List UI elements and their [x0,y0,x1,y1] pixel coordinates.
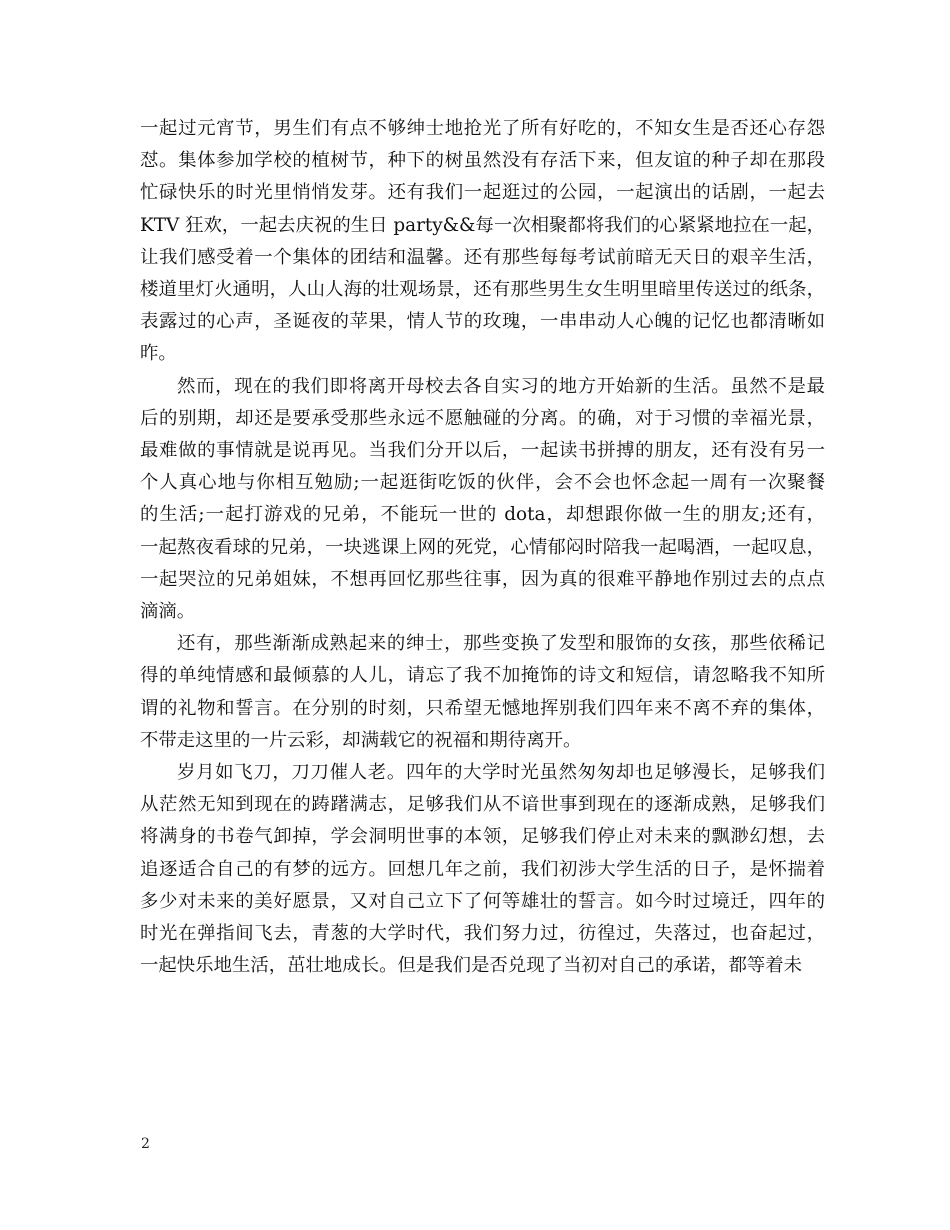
text-line: 让我们感受着一个集体的团结和温馨。还有那些每每考试前暗无天日的艰辛生活， [140,246,825,268]
text-line: 怼。集体参加学校的植树节，种下的树虽然没有存活下来，但友谊的种子却在那段 [140,150,825,172]
text-line: 多少对未来的美好愿景，又对自己立下了何等雄壮的誓言。如今时过境迁，四年的 [140,890,825,912]
text-line: 一起哭泣的兄弟姐妹，不想再回忆那些往事，因为真的很难平静地作别过去的点点 [140,568,825,590]
text-line: 最难做的事情就是说再见。当我们分开以后，一起读书拼搏的朋友，还有没有另一 [140,440,825,462]
text-line: 一起快乐地生活，茁壮地成长。但是我们是否兑现了当初对自己的承诺，都等着未 [140,955,803,977]
paragraph [140,371,825,629]
text-line: 滴滴。 [140,601,196,623]
text-line: 后的别期，却还是要承受那些永远不愿触碰的分离。的确，对于习惯的幸福光景， [140,407,825,429]
text-line: 一起过元宵节，男生们有点不够绅士地抢光了所有好吃的，不知女生是否还心存怨 [140,118,825,139]
text-line: 昨。 [140,343,177,365]
text-line: 追逐适合自己的有梦的远方。回想几年之前，我们初涉大学生活的日子，是怀揣着 [140,858,825,880]
text-line: 得的单纯情感和最倾慕的人儿，请忘了我不加掩饰的诗文和短信，请忽略我不知所 [140,665,825,687]
text-line: 还有，那些渐渐成熟起来的绅士，那些变换了发型和服饰的女孩，那些依稀记 [177,633,825,655]
text-line: 不带走这里的一片云彩，却满载它的祝福和期待离开。 [140,729,582,751]
text-line: 谓的礼物和誓言。在分别的时刻，只希望无憾地挥别我们四年来不离不弃的集体， [140,697,825,719]
text-line: 忙碌快乐的时光里悄悄发芽。还有我们一起逛过的公园，一起演出的话剧，一起去 [140,182,825,204]
paragraph [140,628,825,757]
text-line: 岁月如飞刀，刀刀催人老。四年的大学时光虽然匆匆却也足够漫长，足够我们 [177,762,825,784]
body-text [140,113,825,982]
page-number: 2 [141,1136,150,1152]
paragraph [140,113,825,371]
paragraph [140,757,825,982]
text-line: 一起熬夜看球的兄弟，一块逃课上网的死党，心情郁闷时陪我一起喝酒，一起叹息， [140,536,825,558]
text-line: 个人真心地与你相互勉励;一起逛街吃饭的伙伴，会不会也怀念起一周有一次聚餐 [140,472,825,494]
text-line: 然而，现在的我们即将离开母校去各自实习的地方开始新的生活。虽然不是最 [177,375,825,397]
text-line: 从茫然无知到现在的踌躇满志，足够我们从不谙世事到现在的逐渐成熟，足够我们 [140,794,825,816]
text-line: 表露过的心声，圣诞夜的苹果，情人节的玫瑰，一串串动人心魄的记忆也都清晰如 [140,311,825,333]
text-line: 将满身的书卷气卸掉，学会洞明世事的本领，足够我们停止对未来的飘渺幻想，去 [140,826,825,848]
text-line: KTV 狂欢，一起去庆祝的生日 party&&每一次相聚都将我们的心紧紧地拉在一起， [140,214,825,236]
text-line: 楼道里灯火通明，人山人海的壮观场景，还有那些男生女生明里暗里传送过的纸条， [140,279,825,301]
text-line: 的生活;一起打游戏的兄弟，不能玩一世的 dota，却想跟你做一生的朋友;还有， [140,504,825,526]
text-line: 时光在弹指间飞去，青葱的大学时代，我们努力过，彷徨过，失落过，也奋起过， [140,923,825,945]
